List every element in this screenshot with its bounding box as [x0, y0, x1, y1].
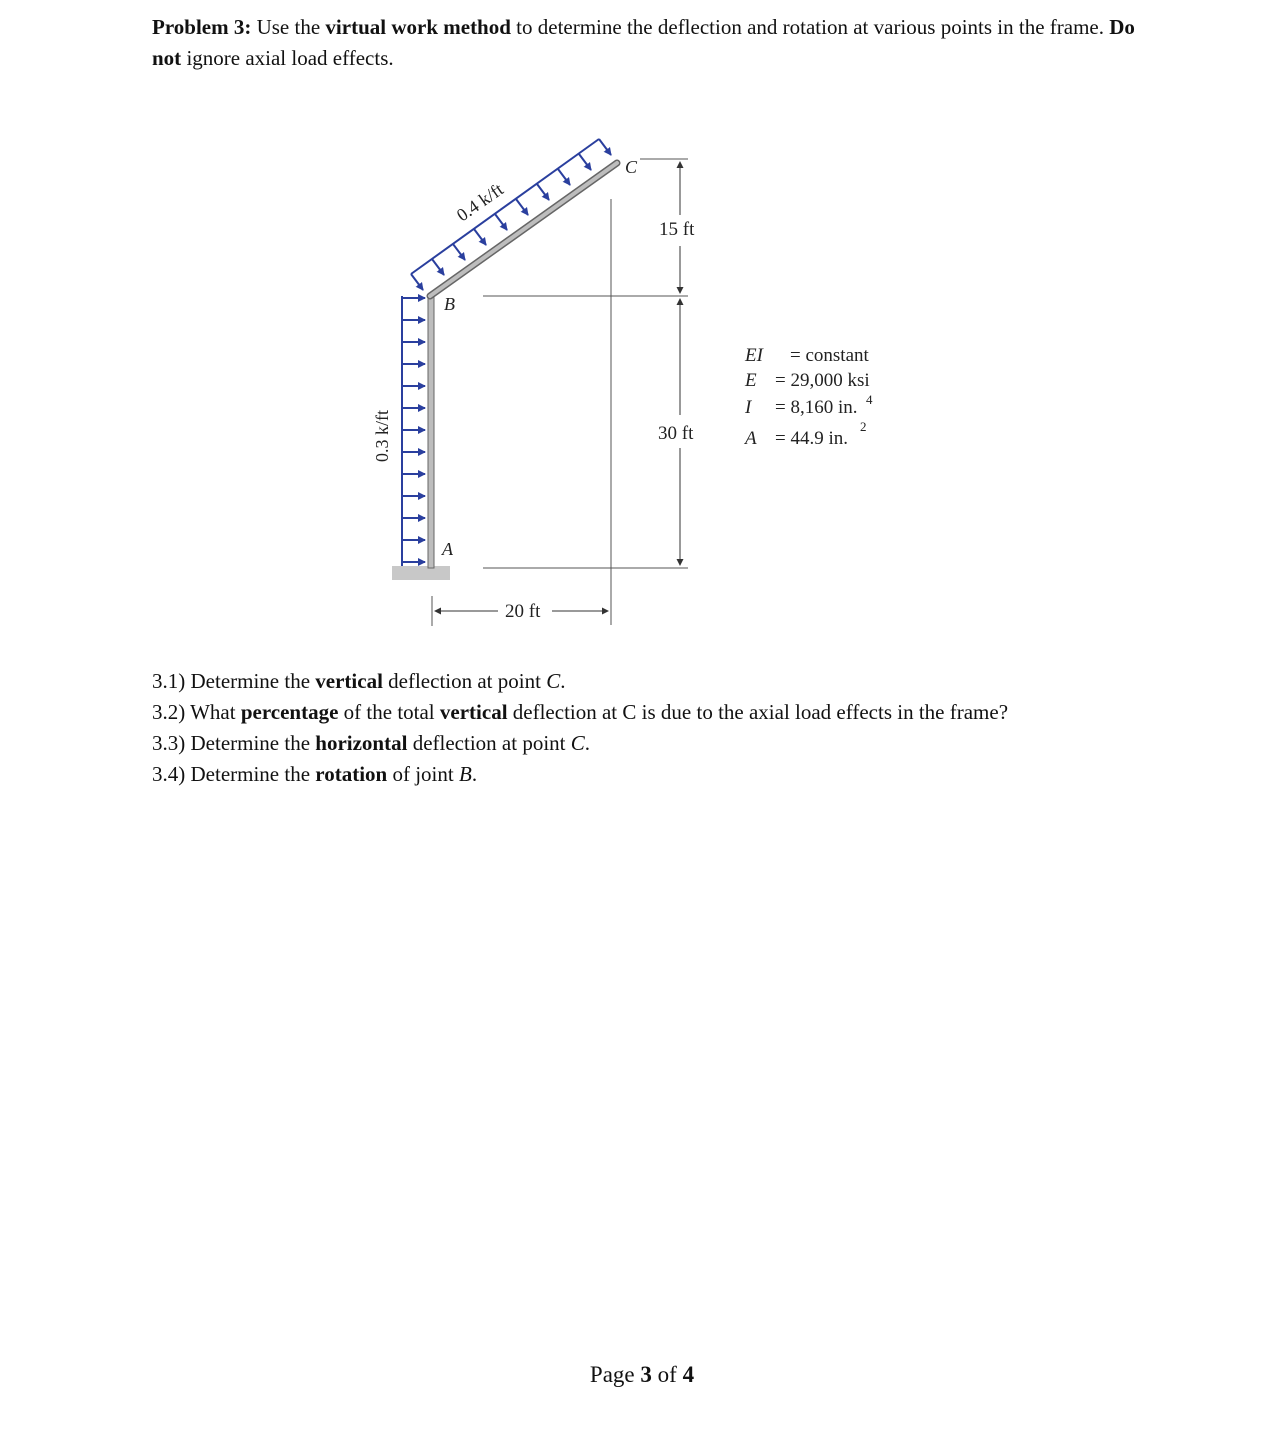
column-ab: [428, 295, 434, 568]
intro-text-1: Use the: [251, 15, 326, 39]
prop-a-exponent: 2: [860, 419, 867, 434]
intro-bold-do-not: Do not: [152, 15, 1135, 70]
footer-current-page: 3: [640, 1362, 652, 1387]
question-item: 3.2) What percentage of the total vertical deflection at C is due to the axial load effects in the frame?: [152, 700, 1009, 724]
extension-lines: [432, 159, 688, 626]
question-item: 3.4) Determine the rotation of joint B.: [152, 762, 478, 786]
footer-of-word: of: [651, 1362, 683, 1387]
fixed-support: [392, 566, 450, 580]
prop-e-value: = 29,000 ksi: [775, 370, 870, 391]
dim-label-20ft: 20 ft: [505, 601, 541, 622]
dim-label-15ft: 15 ft: [659, 219, 695, 240]
intro-text-3: ignore axial load effects.: [181, 46, 394, 70]
label-incline-load: 0.4 k/ft: [452, 179, 507, 226]
label-point-c: C: [625, 157, 638, 177]
prop-a-symbol: A: [745, 428, 757, 449]
label-column-load: 0.3 k/ft: [372, 410, 392, 462]
prop-a-value: = 44.9 in.: [775, 428, 848, 449]
section-properties: [743, 345, 873, 449]
intro-text-2: to determine the deflection and rotation at various points in the frame.: [510, 15, 1110, 39]
question-item: 3.1) Determine the vertical deflection at point C.: [152, 669, 566, 693]
prop-i-exponent: 4: [866, 392, 873, 407]
prop-i-value: = 8,160 in.: [775, 397, 858, 418]
question-item: 3.3) Determine the horizontal deflection at point C.: [152, 731, 591, 755]
footer-total-pages: 4: [682, 1362, 695, 1387]
prop-ei-symbol: EI: [745, 345, 763, 366]
label-point-b: B: [444, 294, 455, 314]
problem-label: Problem 3:: [152, 15, 252, 39]
rafter-load-arrows: [411, 139, 611, 290]
question-list: [152, 666, 1008, 790]
intro-bold-method: virtual work method: [325, 15, 511, 39]
label-point-a: A: [442, 539, 453, 559]
prop-ei-value: = constant: [790, 345, 869, 366]
column-load-arrows: [402, 296, 425, 566]
page-footer: [0, 1362, 1284, 1388]
dim-label-30ft: 30 ft: [658, 423, 694, 444]
frame-diagram: [0, 0, 1284, 700]
prop-i-symbol: I: [745, 397, 752, 418]
footer-page-word: Page: [589, 1362, 641, 1387]
prop-e-symbol: E: [745, 370, 757, 391]
